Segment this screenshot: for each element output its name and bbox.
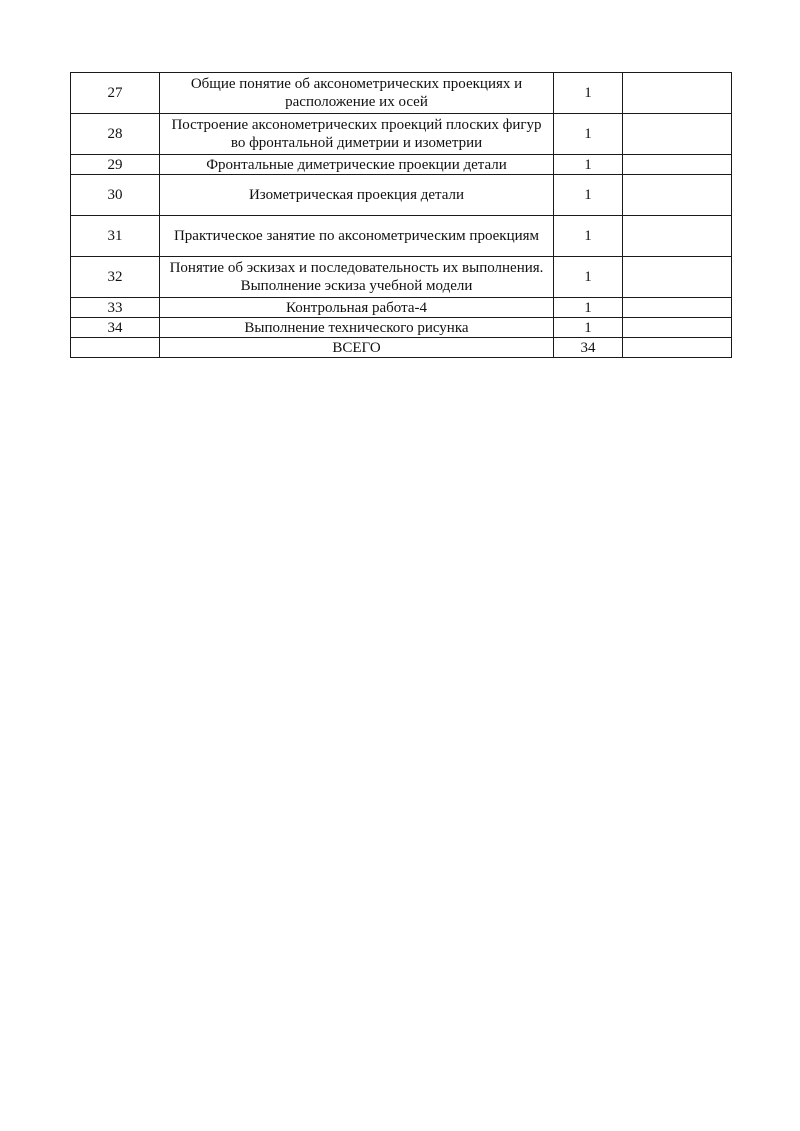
lesson-topic-cell: Практическое занятие по аксонометрическим проекциям — [160, 216, 554, 257]
lesson-hours-cell: 1 — [554, 155, 623, 175]
lesson-date-cell — [623, 114, 732, 155]
table-row — [71, 298, 732, 318]
lesson-topic-cell: Изометрическая проекция детали — [160, 175, 554, 216]
lesson-hours-cell: 1 — [554, 318, 623, 338]
table-row — [71, 216, 732, 257]
lesson-number-cell: 28 — [71, 114, 160, 155]
lesson-topic-cell: Построение аксонометрических проекций плоских фигур во фронтальной диметрии и изометрии — [160, 114, 554, 155]
total-label-cell: ВСЕГО — [160, 338, 554, 358]
total-date-cell — [623, 338, 732, 358]
lesson-number-cell: 29 — [71, 155, 160, 175]
lesson-plan-table — [70, 72, 732, 358]
lesson-hours-cell: 1 — [554, 114, 623, 155]
lesson-topic-cell: Понятие об эскизах и последовательность их выполнения. Выполнение эскиза учебной модели — [160, 257, 554, 298]
lesson-hours-cell: 1 — [554, 216, 623, 257]
lesson-topic-cell: Контрольная работа-4 — [160, 298, 554, 318]
table-row — [71, 155, 732, 175]
lesson-number-cell: 34 — [71, 318, 160, 338]
lesson-topic-cell: Фронтальные диметрические проекции детали — [160, 155, 554, 175]
lesson-topic-cell: Общие понятие об аксонометрических проекциях и расположение их осей — [160, 73, 554, 114]
lesson-hours-cell: 1 — [554, 175, 623, 216]
lesson-number-cell: 32 — [71, 257, 160, 298]
lesson-date-cell — [623, 257, 732, 298]
table-row — [71, 73, 732, 114]
total-number-cell — [71, 338, 160, 358]
lesson-date-cell — [623, 73, 732, 114]
total-row — [71, 338, 732, 358]
lesson-date-cell — [623, 216, 732, 257]
table-row — [71, 318, 732, 338]
table-row — [71, 175, 732, 216]
lesson-number-cell: 31 — [71, 216, 160, 257]
lesson-hours-cell: 1 — [554, 73, 623, 114]
lesson-hours-cell: 1 — [554, 257, 623, 298]
lesson-number-cell: 33 — [71, 298, 160, 318]
table-row — [71, 114, 732, 155]
lesson-date-cell — [623, 298, 732, 318]
total-hours-cell: 34 — [554, 338, 623, 358]
table-row — [71, 257, 732, 298]
lesson-topic-cell: Выполнение технического рисунка — [160, 318, 554, 338]
lesson-date-cell — [623, 175, 732, 216]
lesson-hours-cell: 1 — [554, 298, 623, 318]
lesson-number-cell: 30 — [71, 175, 160, 216]
lesson-date-cell — [623, 318, 732, 338]
lesson-number-cell: 27 — [71, 73, 160, 114]
lesson-date-cell — [623, 155, 732, 175]
